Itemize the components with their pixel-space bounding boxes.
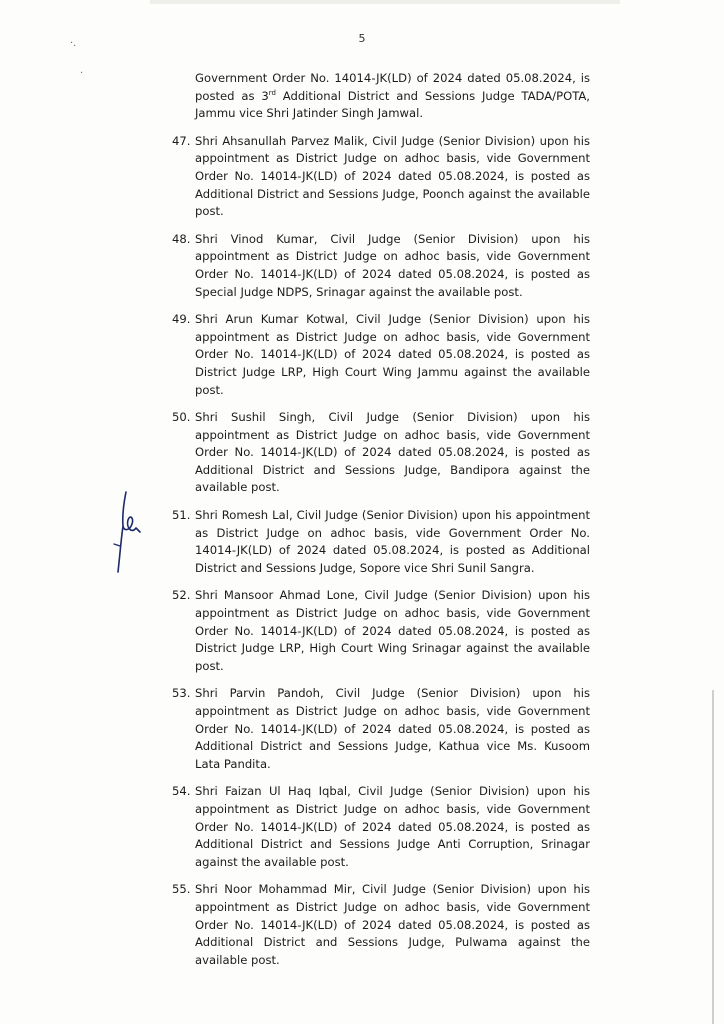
- item-text: Shri Romesh Lal, Civil Judge (Senior Division) upon his appointment as District Judge on adhoc basis, vide Government Order No. 14014-JK(LD) of 2024 dated 05.08.2024, is posted as Additional District and Sessions Judge, Sopore vice Shri Sunil Sangra.: [195, 508, 590, 575]
- item-number: 53.: [172, 686, 191, 701]
- list-item: [172, 507, 590, 577]
- scan-top-edge: [150, 0, 620, 4]
- item-number: 48.: [172, 231, 191, 246]
- list-item: [172, 587, 590, 675]
- scan-right-edge: [712, 690, 714, 1024]
- continuation-paragraph: [195, 70, 590, 123]
- item-number: 50.: [172, 410, 191, 425]
- list-item: [172, 409, 590, 497]
- document-body: [172, 70, 590, 979]
- item-number: 52.: [172, 588, 191, 603]
- list-item: [172, 133, 590, 221]
- list-item: [172, 231, 590, 301]
- posting-list: [172, 133, 590, 970]
- list-item: [172, 783, 590, 871]
- item-number: 55.: [172, 882, 191, 897]
- list-item: [172, 311, 590, 399]
- ordinal-suffix: rd: [268, 88, 276, 97]
- handwritten-signature: [108, 488, 148, 578]
- item-number: 54.: [172, 784, 191, 799]
- item-number: 47.: [172, 133, 191, 148]
- item-text: Shri Faizan Ul Haq Iqbal, Civil Judge (Senior Division) upon his appointment as District Judge on adhoc basis, vide Government Order No. 14014-JK(LD) of 2024 dated 05.08.2024, is posted as Additional District and Sessions Judge Anti Corruption, Srinagar against the available post.: [195, 784, 590, 869]
- item-number: 51.: [172, 508, 191, 523]
- item-text: Shri Parvin Pandoh, Civil Judge (Senior Division) upon his appointment as District Judge on adhoc basis, vide Government Order No. 14014-JK(LD) of 2024 dated 05.08.2024, is posted as Additional District and Sessions Judge, Kathua vice Ms. Kusoom Lata Pandita.: [195, 686, 590, 771]
- continuation-text: Government Order No. 14014-JK(LD) of 2024 dated 05.08.2024, is posted as 3: [195, 71, 590, 103]
- margin-mark: ·.: [70, 38, 77, 49]
- item-text: Shri Ahsanullah Parvez Malik, Civil Judge (Senior Division) upon his appointment as District Judge on adhoc basis, vide Government Order No. 14014-JK(LD) of 2024 dated 05.08.2024, is posted as Additional District and Sessions Judge, Poonch against the available post.: [195, 133, 590, 219]
- continuation-text-end: Additional District and Sessions Judge TADA/POTA, Jammu vice Shri Jatinder Singh Jamwal.: [195, 88, 590, 121]
- item-text: Shri Arun Kumar Kotwal, Civil Judge (Senior Division) upon his appointment as District Judge on adhoc basis, vide Government Order No. 14014-JK(LD) of 2024 dated 05.08.2024, is posted as District Judge LRP, High Court Wing Jammu against the available post.: [195, 312, 590, 397]
- item-number: 49.: [172, 312, 191, 327]
- page-number: 5: [358, 32, 366, 45]
- margin-mark: ·: [80, 68, 84, 79]
- item-text: Shri Vinod Kumar, Civil Judge (Senior Division) upon his appointment as District Judge on adhoc basis, vide Government Order No. 14014-JK(LD) of 2024 dated 05.08.2024, is posted as Special Judge NDPS, Srinagar against the available post.: [195, 231, 590, 299]
- item-text: Shri Sushil Singh, Civil Judge (Senior Division) upon his appointment as District Judge on adhoc basis, vide Government Order No. 14014-JK(LD) of 2024 dated 05.08.2024, is posted as Additional District and Sessions Judge, Bandipora against the available post.: [195, 410, 590, 495]
- item-text: Shri Noor Mohammad Mir, Civil Judge (Senior Division) upon his appointment as District Judge on adhoc basis, vide Government Order No. 14014-JK(LD) of 2024 dated 05.08.2024, is posted as Additional District and Sessions Judge, Pulwama against the available post.: [195, 882, 590, 967]
- list-item: [172, 685, 590, 773]
- list-item: [172, 881, 590, 969]
- item-text: Shri Mansoor Ahmad Lone, Civil Judge (Senior Division) upon his appointment as District Judge on adhoc basis, vide Government Order No. 14014-JK(LD) of 2024 dated 05.08.2024, is posted as District Judge LRP, High Court Wing Srinagar against the available post.: [195, 588, 590, 673]
